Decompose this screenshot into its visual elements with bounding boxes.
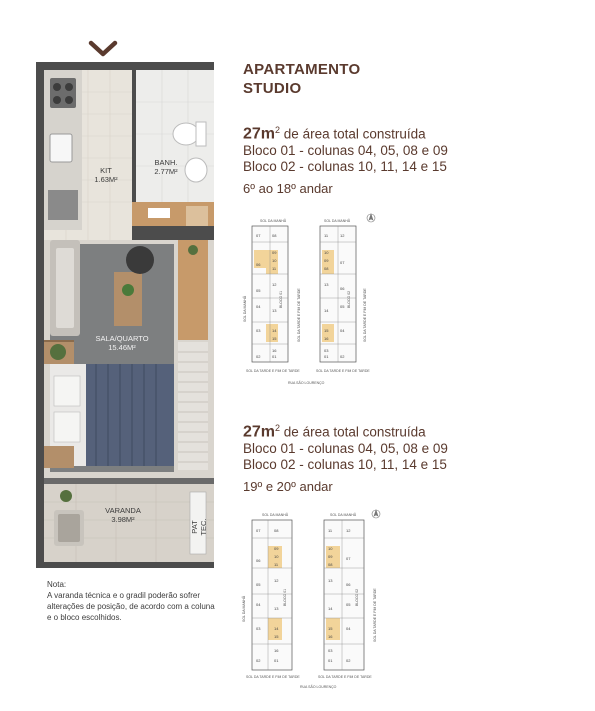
page-title: [243, 60, 360, 98]
bloco1-line-1: Bloco 01 - colunas 04, 05, 08 e 09: [243, 142, 448, 158]
kp2-b-unit: 09: [328, 554, 333, 559]
kp1-sun-bottom-right: SOL DA TARDE E FIM DE TARDE: [316, 369, 370, 373]
kp2-b-unit: 02: [346, 658, 351, 663]
note-text: A varanda técnica e o gradil poderão sofrer alterações de posição, de acordo com a coluna e o bloco escolhidos.: [47, 591, 215, 622]
kp2-a-unit: 06: [256, 558, 261, 563]
kp2-a-unit: 10: [274, 554, 279, 559]
spec-block-1: [243, 122, 448, 197]
kit-label: [88, 166, 124, 184]
floor-plan: [36, 62, 214, 568]
kp2-b-unit: 06: [346, 582, 351, 587]
kp1-b-unit: 12: [340, 233, 345, 238]
kp2-a-unit: 02: [256, 658, 261, 663]
bloco2-line-2: Bloco 02 - colunas 10, 11, 14 e 15: [243, 456, 447, 472]
kp2-bloco-b: BLOCO 02: [355, 588, 359, 606]
floors-2: 19º e 20º andar: [243, 478, 333, 494]
kp1-a-unit: 03: [256, 328, 261, 333]
banh-area: 2.77M²: [154, 167, 178, 176]
kp2-b-unit: 12: [346, 528, 351, 533]
kp2-a-unit: 01: [274, 658, 279, 663]
kp1-b-unit: 04: [340, 328, 345, 333]
kp1-a-unit: 08: [272, 233, 277, 238]
kp2-a-unit: 12: [274, 578, 279, 583]
kp1-sun-bottom-left: SOL DA TARDE E FIM DE TARDE: [246, 369, 300, 373]
kp2-street: RUA SÃO LOURENÇO: [300, 685, 337, 689]
varanda-area: 3.98M²: [111, 515, 135, 524]
kp1-b-unit: 14: [324, 308, 329, 313]
note-heading: Nota:: [47, 580, 67, 589]
area-value-2: 27m: [243, 423, 276, 441]
kp1-b-unit: 06: [340, 286, 345, 291]
kp2-b-unit: 14: [328, 606, 333, 611]
kp1-a-unit: 01: [272, 354, 277, 359]
kp1-left-inner: SOL DA TARDE E FIM DE TARDE: [297, 288, 301, 342]
kp2-compass-icon: [372, 510, 380, 518]
kp2-b-unit: 11: [328, 528, 333, 533]
kp1-b-unit: 10: [324, 250, 329, 255]
note: [47, 579, 217, 623]
kp1-b-unit: 13: [324, 282, 329, 287]
area-sup-2: 2: [275, 423, 281, 433]
kp2-b-unit: 03: [328, 648, 333, 653]
kp1-b-unit: 01: [324, 354, 329, 359]
kp2-left-side: SOL DA MANHÃ: [242, 595, 246, 622]
kp1-left-side: SOL DA MANHÃ: [243, 295, 247, 322]
kp1-a-unit: 07: [256, 233, 261, 238]
kp1-a-unit: 16: [272, 348, 277, 353]
key-plan-1: [240, 212, 386, 388]
kp1-b-unit: 05: [340, 304, 345, 309]
sala-label: [92, 334, 152, 352]
kp2-b-unit: 15: [328, 626, 333, 631]
spec-block-2: [243, 420, 448, 495]
kp2-a-unit: 16: [274, 648, 279, 653]
kp2-b-unit: 01: [328, 658, 333, 663]
bloco2-line-1: Bloco 02 - colunas 10, 11, 14 e 15: [243, 158, 447, 174]
pat-tec-label: PAT TEC.: [190, 518, 208, 536]
kp1-a-unit: 09: [272, 250, 277, 255]
banh-name: BANH.: [154, 158, 178, 167]
kp1-a-unit: 11: [272, 266, 277, 271]
kp2-b-unit: 13: [328, 578, 333, 583]
area-sup-1: 2: [275, 125, 281, 135]
kp2-sun-bottom-left: SOL DA TARDE E FIM DE TARDE: [246, 675, 300, 679]
kp2-b-unit: 10: [328, 546, 333, 551]
kp1-compass-icon: [367, 214, 375, 222]
area-line-2: [243, 420, 448, 441]
kp1-a-unit: 15: [272, 336, 277, 341]
kp1-a-unit: 05: [256, 288, 261, 293]
kp2-a-unit: 03: [256, 626, 261, 631]
floor-plan-drawing: [36, 62, 214, 568]
kp2-a-unit: 05: [256, 582, 261, 587]
kp1-a-unit: 10: [272, 258, 277, 263]
kp1-bloco-b: BLOCO 02: [347, 290, 351, 308]
kit-area: 1.63M²: [94, 175, 118, 184]
area-line-1: [243, 122, 448, 143]
kp1-sun-top-right: SOL DA MANHÃ: [324, 219, 351, 223]
kp2-b-unit: 16: [328, 634, 333, 639]
floors-1: 6º ao 18º andar: [243, 180, 333, 196]
kp1-a-unit: 06: [256, 262, 261, 267]
kp2-a-unit: 14: [274, 626, 279, 631]
chevron-down-icon[interactable]: [88, 40, 118, 58]
kp2-a-unit: 13: [274, 606, 279, 611]
kp2-b-unit: 08: [328, 562, 333, 567]
area-text-1: de área total construída: [280, 126, 426, 142]
kp2-a-unit: 11: [274, 562, 279, 567]
kp1-b-unit: 07: [340, 260, 345, 265]
kp1-a-unit: 04: [256, 304, 261, 309]
title-line-2: STUDIO: [243, 80, 302, 97]
kp1-b-unit: 09: [324, 258, 329, 263]
kp1-street: RUA SÃO LOURENÇO: [288, 381, 325, 385]
kp2-a-unit: 08: [274, 528, 279, 533]
kp2-sun-top-left: SOL DA MANHÃ: [262, 513, 289, 517]
kp2-b-unit: 05: [346, 602, 351, 607]
varanda-name: VARANDA: [105, 506, 141, 515]
kp2-a-unit: 07: [256, 528, 261, 533]
kit-name: KIT: [100, 166, 112, 175]
kp1-sun-top-left: SOL DA MANHÃ: [260, 219, 287, 223]
kp1-b-unit: 02: [340, 354, 345, 359]
area-text-2: de área total construída: [280, 424, 426, 440]
title-line-1: APARTAMENTO: [243, 61, 361, 78]
kp1-a-unit: 14: [272, 328, 277, 333]
banh-label: [144, 158, 188, 176]
key-plan-2: [238, 506, 386, 690]
kp1-b-unit: 03: [324, 348, 329, 353]
kp2-a-unit: 04: [256, 602, 261, 607]
kp2-b-unit: 07: [346, 556, 351, 561]
kp1-b-unit: 15: [324, 328, 329, 333]
kp2-right-side: SOL DA TARDE E FIM DE TARDE: [373, 588, 377, 642]
kp2-b-unit: 04: [346, 626, 351, 631]
kp2-sun-top-right: SOL DA MANHÃ: [330, 513, 357, 517]
kp1-bloco-a: BLOCO 01: [279, 290, 283, 308]
kp1-b-unit: 16: [324, 336, 329, 341]
kp2-a-unit: 09: [274, 546, 279, 551]
sala-name: SALA/QUARTO: [95, 334, 149, 343]
kp1-a-unit: 13: [272, 308, 277, 313]
kp1-right-side: SOL DA TARDE E FIM DE TARDE: [363, 288, 367, 342]
kp2-bloco-a: BLOCO 01: [283, 588, 287, 606]
kp1-b-unit: 11: [324, 233, 329, 238]
kp1-a-unit: 12: [272, 282, 277, 287]
kp1-a-unit: 02: [256, 354, 261, 359]
kp1-b-unit: 08: [324, 266, 329, 271]
bloco1-line-2: Bloco 01 - colunas 04, 05, 08 e 09: [243, 440, 448, 456]
kp2-a-unit: 15: [274, 634, 279, 639]
varanda-label: [100, 506, 146, 524]
area-value-1: 27m: [243, 125, 276, 143]
sala-area: 15.46M²: [108, 343, 136, 352]
kp2-sun-bottom-right: SOL DA TARDE E FIM DE TARDE: [318, 675, 372, 679]
